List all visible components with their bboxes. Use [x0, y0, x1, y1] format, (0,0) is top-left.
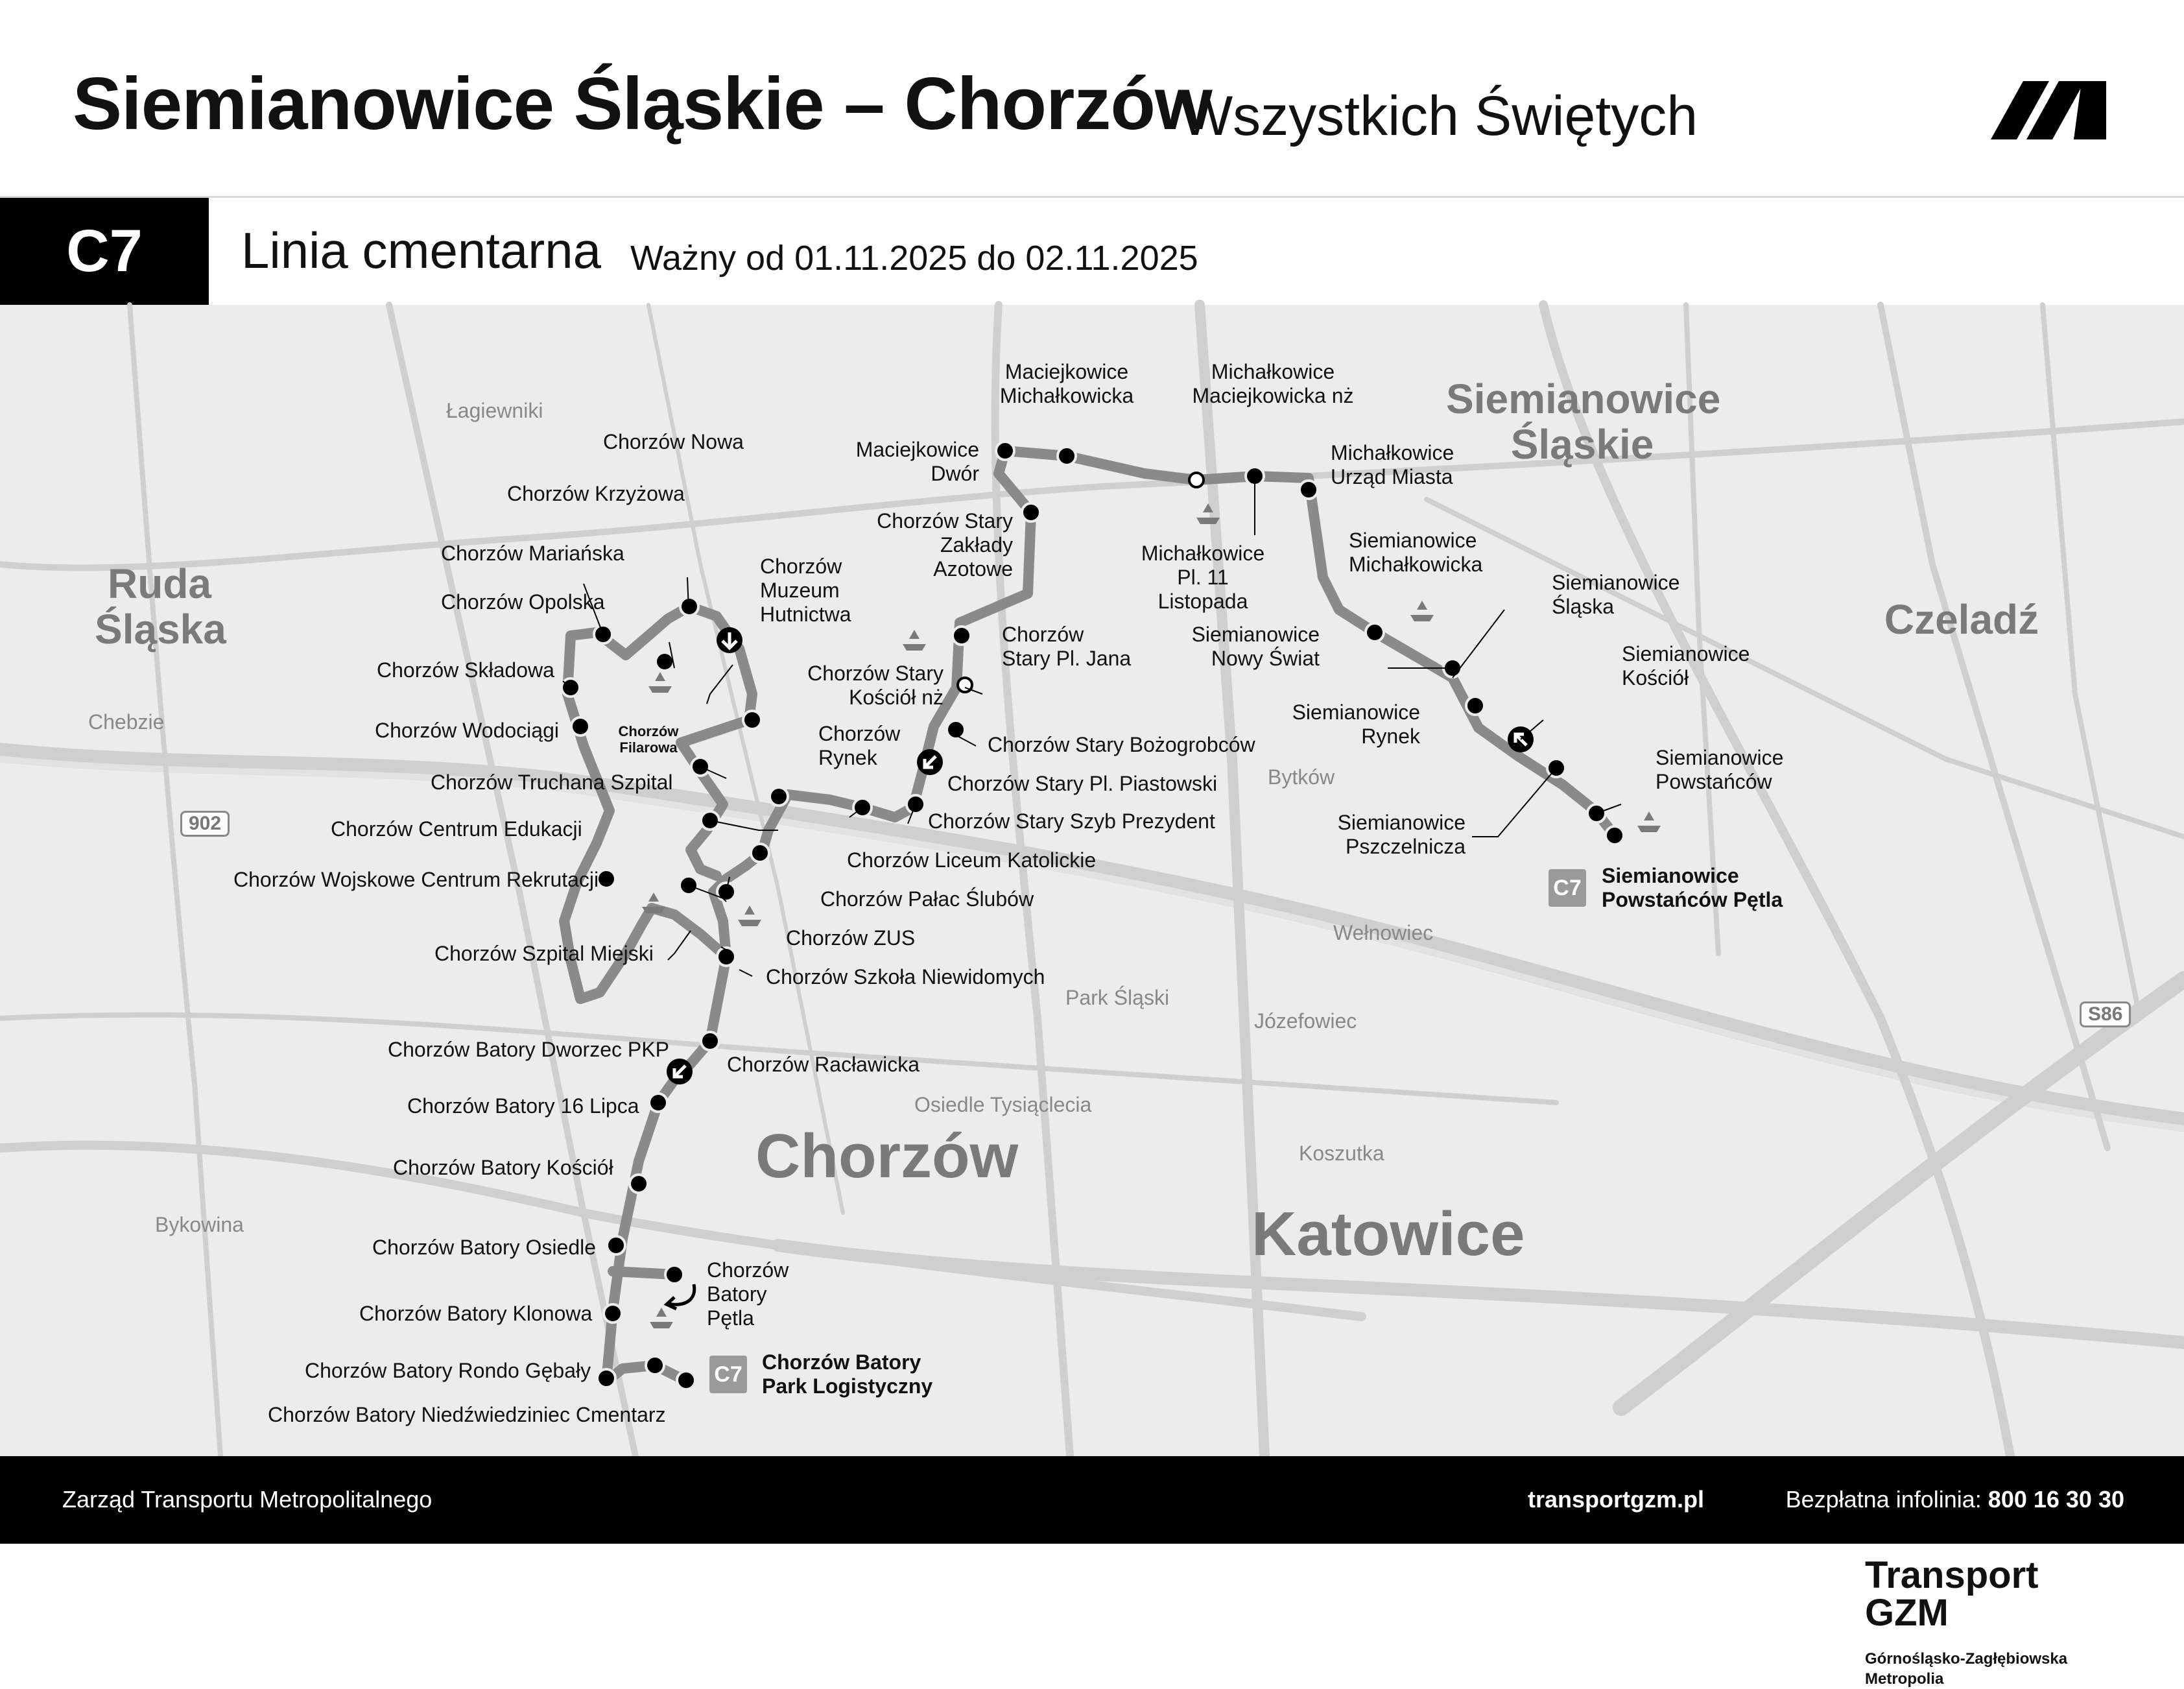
terminus-line-badge: C7	[1549, 869, 1586, 907]
stop-label: Michałkowice Urząd Miasta	[1331, 441, 1454, 488]
stop-label: Chorzów Batory Kościół	[393, 1156, 613, 1179]
city-label: Ruda Śląska	[95, 560, 226, 653]
stop-label: Chorzów Składowa	[377, 658, 554, 682]
stop-label: Chorzów Centrum Edukacji	[331, 817, 582, 841]
infoline	[1786, 1486, 2124, 1513]
stop-label: Chorzów Filarowa	[618, 723, 679, 756]
stop-label: Chorzów Batory Klonowa	[359, 1302, 593, 1325]
stop-label: Chorzów Batory 16 Lipca	[407, 1094, 639, 1118]
stop-label: Chorzów Racławicka	[727, 1053, 920, 1076]
stop-label: Chorzów Szpital Miejski	[434, 942, 654, 965]
stop-label: Michałkowice Maciejkowicka nż	[1192, 360, 1354, 407]
stop-label: Chorzów Rynek	[818, 722, 901, 769]
terminus-label: Siemianowice Powstańców Pętla	[1602, 864, 1783, 911]
area-label: Bytków	[1268, 765, 1335, 789]
line-badge: C7	[0, 198, 209, 305]
stop-label: Chorzów Muzeum Hutnictwa	[760, 555, 851, 626]
stop-label: Chorzów Nowa	[603, 430, 744, 453]
area-label: Józefowiec	[1254, 1009, 1357, 1033]
line-name: Linia cmentarna	[241, 222, 601, 279]
stop-label: Chorzów Wojskowe Centrum Rekrutacji	[233, 868, 599, 891]
stop-label: Chorzów Batory Rondo Gębały	[305, 1359, 591, 1382]
header	[0, 0, 2184, 198]
metropolia-logo-icon	[1991, 71, 2107, 143]
stop-label: Siemianowice Kościół	[1622, 642, 1750, 689]
stop-label: Chorzów Truchana Szpital	[431, 771, 673, 794]
page-title: Siemianowice Śląskie – Chorzów	[73, 63, 1212, 145]
stop-label: Maciejkowice Dwór	[855, 438, 979, 485]
city-label: Czeladź	[1884, 596, 2039, 643]
page-subtitle: Wszystkich Świętych	[1180, 85, 1698, 147]
stop-label: Siemianowice Powstańców	[1656, 746, 1784, 793]
area-label: Chebzie	[88, 710, 165, 734]
stop-label: Chorzów Batory Niedźwiedziniec Cmentarz	[268, 1403, 666, 1426]
brand-full-name: Górnośląsko-Zagłębiowska Metropolia	[1865, 1650, 2068, 1688]
stop-label: Siemianowice Nowy Świat	[1191, 623, 1320, 670]
transport-gzm-logo	[1865, 1554, 2098, 1689]
stop-label: Chorzów Szkoła Niewidomych	[766, 965, 1045, 988]
area-label: Koszutka	[1299, 1142, 1384, 1165]
stop-label: Chorzów ZUS	[786, 926, 916, 950]
terminus-label: Chorzów Batory Park Logistyczny	[762, 1350, 933, 1398]
stop-label: Chorzów Mariańska	[441, 542, 624, 565]
stop-label: Chorzów Batory Osiedle	[372, 1236, 597, 1259]
stop-label: Michałkowice Pl. 11 Listopada	[1141, 542, 1265, 613]
stop-label: Chorzów Stary Kościół nż	[807, 662, 944, 709]
turnaround-arrow-icon	[667, 1284, 694, 1309]
infoline-label: Bezpłatna infolinia:	[1785, 1486, 1982, 1513]
area-label: Łagiewniki	[446, 399, 543, 422]
area-label: Bykowina	[155, 1213, 244, 1236]
organization-name: Zarząd Transportu Metropolitalnego	[62, 1486, 433, 1513]
stop-label: Siemianowice Michałkowicka	[1349, 529, 1483, 576]
stop-label: Chorzów Stary Szyb Prezydent	[928, 809, 1215, 833]
stop-label: Chorzów Batory Dworzec PKP	[388, 1038, 669, 1061]
stop-label: Chorzów Krzyżowa	[507, 482, 685, 505]
stop-label: Chorzów Batory Pętla	[707, 1258, 789, 1330]
stop-label: Chorzów Stary Zakłady Azotowe	[877, 509, 1013, 581]
stop-label: Chorzów Opolska	[441, 590, 605, 614]
stop-label: Chorzów Stary Pl. Piastowski	[947, 772, 1218, 795]
terminus-line-badge: C7	[709, 1356, 747, 1393]
brand-name: Transport GZM	[1865, 1554, 2039, 1634]
road-number-badge: 902	[180, 811, 230, 837]
stop-label: Chorzów Pałac Ślubów	[820, 887, 1034, 911]
stop-label: Chorzów Stary Bożogrobców	[988, 733, 1255, 756]
stop-label: Siemianowice Rynek	[1292, 701, 1420, 748]
stop-label: Chorzów Stary Pl. Jana	[1002, 623, 1132, 670]
city-label: Katowice	[1252, 1199, 1525, 1269]
city-label: Chorzów	[755, 1121, 1019, 1191]
infoline-number[interactable]: 800 16 30 30	[1988, 1486, 2124, 1513]
area-label: Osiedle Tysiąclecia	[914, 1093, 1092, 1116]
website-link[interactable]: transportgzm.pl	[1527, 1486, 1704, 1513]
stop-label: Chorzów Liceum Katolickie	[847, 848, 1097, 872]
validity-dates: Ważny od 01.11.2025 do 02.11.2025	[630, 239, 1198, 278]
stop-label: Chorzów Wodociągi	[375, 719, 559, 742]
footer	[0, 1456, 2184, 1544]
stop-label: Siemianowice Pszczelnicza	[1337, 811, 1466, 858]
line-bar	[0, 198, 2184, 305]
city-label: Siemianowice Śląskie	[1446, 376, 1721, 468]
road-number-badge: S86	[2080, 1001, 2131, 1027]
stop-label: Maciejkowice Michałkowicka	[999, 360, 1134, 407]
area-label: Wełnowiec	[1333, 921, 1434, 944]
stop-label: Siemianowice Śląska	[1552, 571, 1680, 618]
area-label: Park Śląski	[1065, 986, 1170, 1009]
